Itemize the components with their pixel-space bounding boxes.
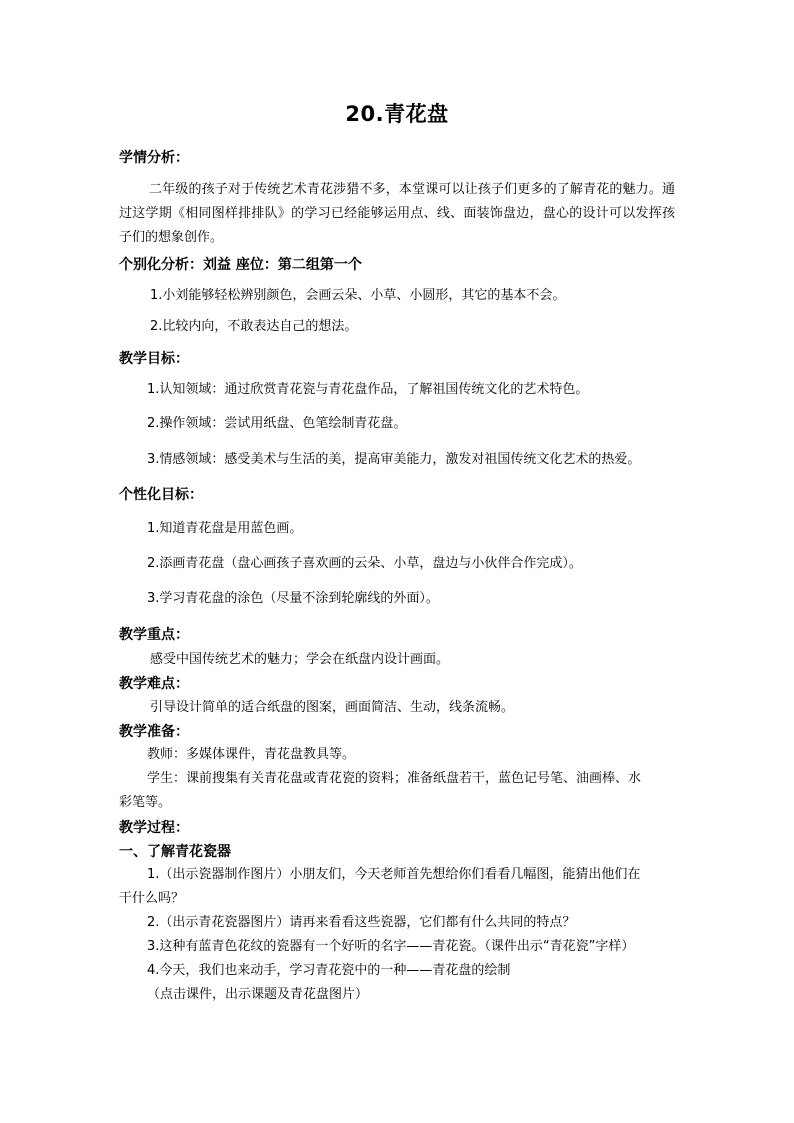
- analysis-paragraph: 二年级的孩子对于传统艺术青花涉猎不多，本堂课可以让孩子们更多的了解青花的魅力。通过这学期《相同图样排排队》的学习已经能够运用点、线、面装饰盘边，盘心的设计可以发挥孩子们的想象创作。: [119, 182, 675, 245]
- process-heading: 教学过程：: [119, 820, 189, 836]
- individual-item: 1.小刘能够轻松辨别颜色，会画云朵、小草、小圆形，其它的基本不会。: [150, 288, 566, 303]
- personal-goal-item: 2.添画青花盘（盘心画孩子喜欢画的云朵、小草，盘边与小伙伴合作完成）。: [147, 556, 582, 571]
- key-points-text: 感受中国传统艺术的魅力；学会在纸盘内设计画面。: [150, 652, 450, 667]
- individual-item: 2.比较内向，不敢表达自己的想法。: [150, 319, 358, 334]
- key-points-heading: 教学重点：: [119, 627, 189, 643]
- step1-item: 3.这种有蓝青色花纹的瓷器有一个好听的名字——青花瓷。（课件出示“青花瓷”字样）: [147, 939, 635, 954]
- difficulty-heading: 教学难点：: [119, 676, 189, 692]
- step1-item: 2.（出示青花瓷器图片）请再来看看这些瓷器，它们都有什么共同的特点？: [147, 915, 576, 930]
- goal-item: 2.操作领域：尝试用纸盘、色笔绘制青花盘。: [147, 416, 407, 431]
- step1-item: （点击课件，出示课题及青花盘图片）: [147, 987, 369, 1002]
- preparation-student-continued: 彩笔等。: [119, 795, 172, 810]
- preparation-student: 学生：课前搜集有关青花盘或青花瓷的资料；准备纸盘若干，蓝色记号笔、油画棒、水: [147, 771, 642, 786]
- individual-analysis-heading: 个别化分析：刘益 座位：第二组第一个: [119, 257, 362, 273]
- preparation-heading: 教学准备：: [119, 724, 189, 740]
- step1-item: 干什么吗？: [119, 891, 185, 906]
- personal-goals-heading: 个性化目标：: [119, 487, 203, 503]
- analysis-heading: 学情分析：: [119, 150, 189, 166]
- step1-item: 1.（出示瓷器制作图片）小朋友们，今天老师首先想给你们看看几幅图，能猜出他们在: [147, 867, 641, 882]
- goals-heading: 教学目标：: [119, 351, 189, 367]
- preparation-teacher: 教师：多媒体课件，青花盘教具等。: [147, 747, 356, 762]
- difficulty-text: 引导设计简单的适合纸盘的图案，画面简洁、生动，线条流畅。: [150, 700, 515, 715]
- goal-item: 3.情感领域：感受美术与生活的美，提高审美能力，激发对祖国传统文化艺术的热爱。: [147, 452, 641, 467]
- step1-item: 4.今天，我们也来动手，学习青花瓷中的一种——青花盘的绘制: [147, 963, 511, 978]
- page-title: 20.青花盘: [345, 102, 449, 126]
- goal-item: 1.认知领域：通过欣赏青花瓷与青花盘作品，了解祖国传统文化的艺术特色。: [147, 382, 589, 397]
- personal-goal-item: 3.学习青花盘的涂色（尽量不涂到轮廓线的外面）。: [147, 591, 439, 606]
- personal-goal-item: 1.知道青花盘是用蓝色画。: [147, 521, 303, 536]
- step1-heading: 一、了解青花瓷器: [119, 844, 231, 860]
